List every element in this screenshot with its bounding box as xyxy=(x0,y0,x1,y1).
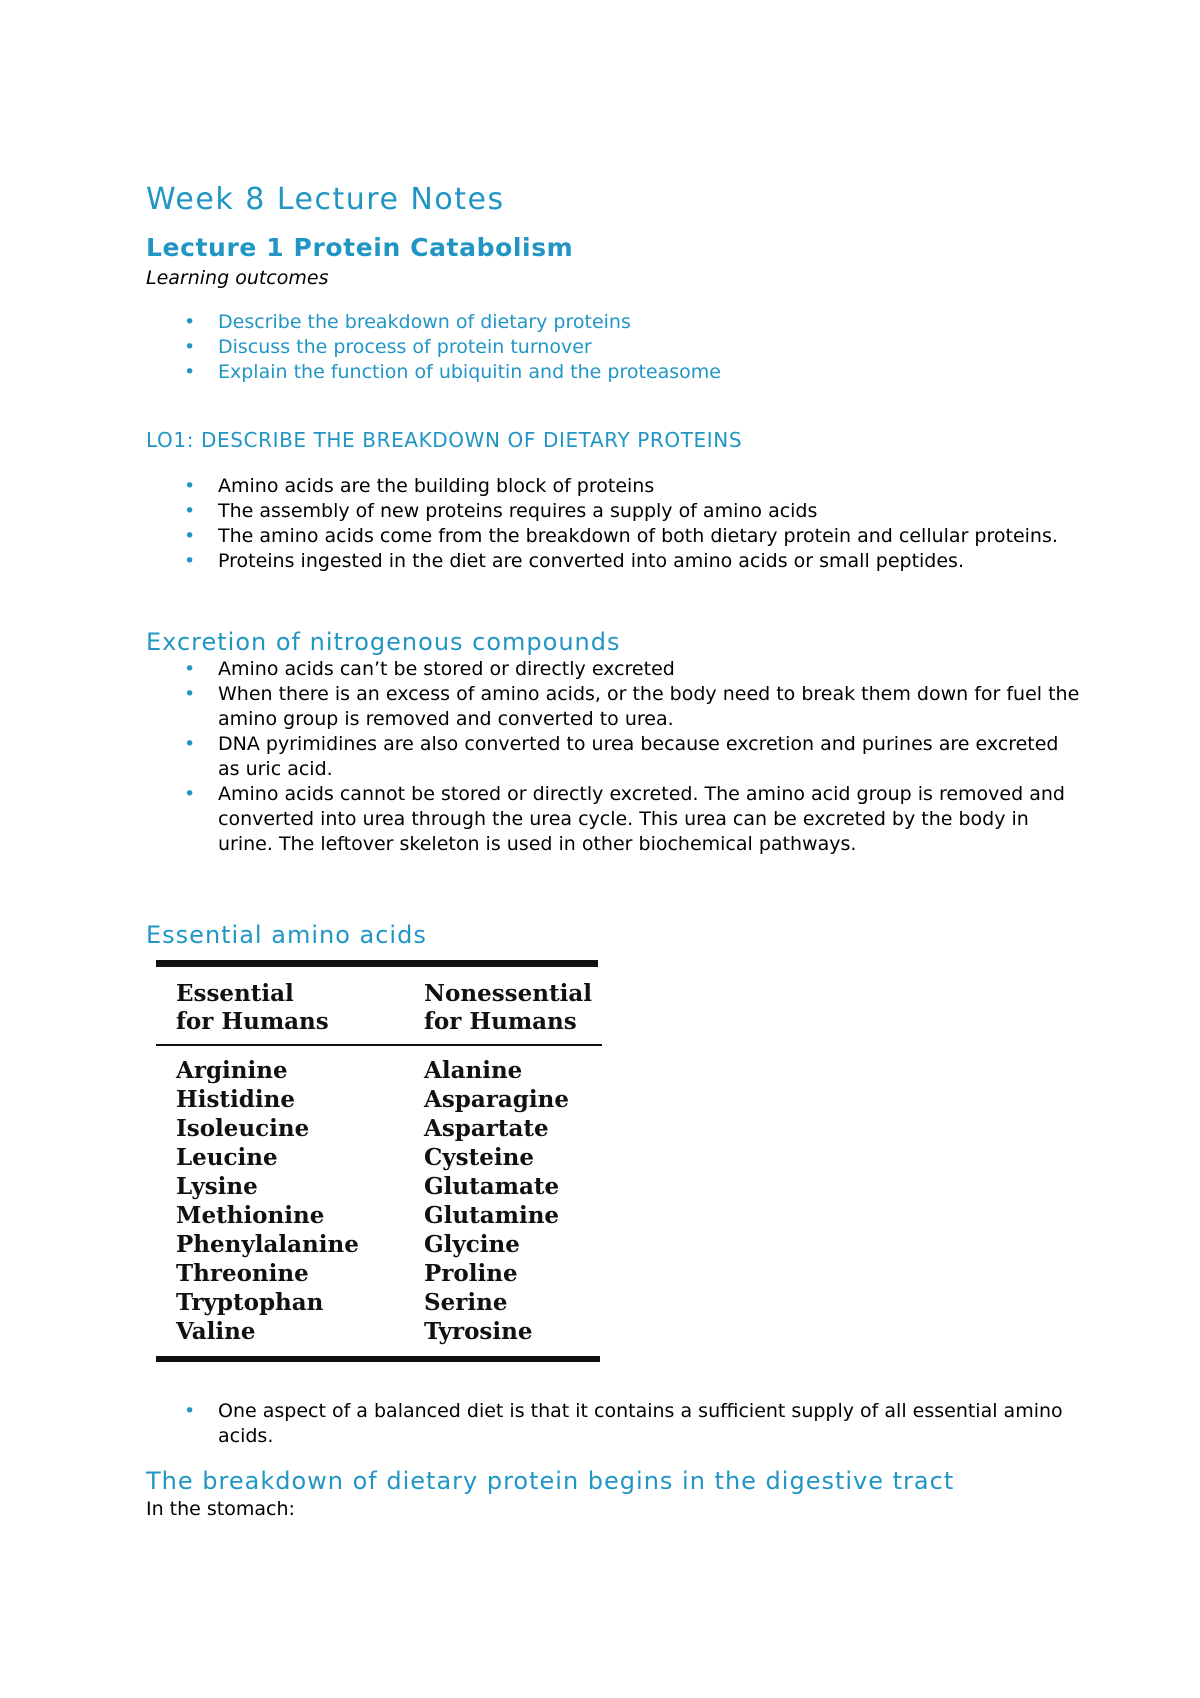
nonessential-column-header: Nonessential for Humans xyxy=(424,980,592,1035)
list-item: • Explain the function of ubiquitin and the proteasome xyxy=(184,361,721,383)
diet-list xyxy=(146,1399,1086,1449)
list-item: • When there is an excess of amino acids, or the body need to break them down for fuel the amino group is removed and converted to urea. xyxy=(184,683,1080,730)
table-cell: Asparagine xyxy=(424,1086,569,1113)
list-item: • Amino acids cannot be stored or directly excreted. The amino acid group is removed and converted into urea through the urea cycle. This urea can be excreted by the body in urine. The leftover skeleton is used in other biochemical pathways. xyxy=(184,783,1065,855)
table-cell: Glutamate xyxy=(424,1173,560,1200)
table-cell: Serine xyxy=(424,1289,508,1316)
table-cell: Leucine xyxy=(176,1144,278,1171)
list-item: • Amino acids can’t be stored or directly excreted xyxy=(184,658,675,680)
bullet-icon: • xyxy=(184,500,196,522)
bullet-icon: • xyxy=(184,683,196,705)
essential-column-header: Essential for Humans xyxy=(176,980,329,1035)
breakdown-heading: The breakdown of dietary protein begins in the digestive tract xyxy=(146,1467,955,1495)
table-cell: Arginine xyxy=(176,1057,288,1084)
table-cell: Histidine xyxy=(176,1086,295,1113)
table-cell: Isoleucine xyxy=(176,1115,310,1142)
table-cell: Tyrosine xyxy=(424,1318,533,1345)
stomach-text: In the stomach: xyxy=(146,1498,295,1520)
document-title: Week 8 Lecture Notes xyxy=(146,182,505,217)
list-item: • DNA pyrimidines are also converted to urea because excretion and purines are excreted as uric acid. xyxy=(184,733,1059,780)
bullet-icon: • xyxy=(184,311,196,333)
list-item: • Describe the breakdown of dietary proteins xyxy=(184,311,631,333)
list-item: • Amino acids are the building block of proteins xyxy=(184,475,655,497)
table-cell: Glutamine xyxy=(424,1202,560,1229)
bullet-icon: • xyxy=(184,783,196,805)
table-bottom-rule xyxy=(156,1356,600,1362)
lo1-heading: LO1: DESCRIBE THE BREAKDOWN OF DIETARY PROTEINS xyxy=(146,428,743,452)
table-cell: Proline xyxy=(424,1260,518,1287)
table-header-rule xyxy=(156,1044,602,1046)
outcomes-list xyxy=(146,310,1086,385)
bullet-icon: • xyxy=(184,361,196,383)
list-item: • Discuss the process of protein turnover xyxy=(184,336,592,358)
bullet-icon: • xyxy=(184,733,196,755)
list-item: • The assembly of new proteins requires a supply of amino acids xyxy=(184,500,818,522)
bullet-icon: • xyxy=(184,1400,196,1422)
table-cell: Glycine xyxy=(424,1231,520,1258)
table-cell: Phenylalanine xyxy=(176,1231,359,1258)
table-cell: Lysine xyxy=(176,1173,258,1200)
table-cell: Aspartate xyxy=(424,1115,549,1142)
table-cell: Cysteine xyxy=(424,1144,534,1171)
excretion-list xyxy=(146,657,1086,857)
bullet-icon: • xyxy=(184,525,196,547)
table-cell: Methionine xyxy=(176,1202,325,1229)
table-cell: Alanine xyxy=(424,1057,523,1084)
nonessential-column xyxy=(424,1056,569,1346)
table-cell: Threonine xyxy=(176,1260,309,1287)
bullet-icon: • xyxy=(184,550,196,572)
lecture-title: Lecture 1 Protein Catabolism xyxy=(146,233,574,262)
list-item: • The amino acids come from the breakdown of both dietary protein and cellular proteins. xyxy=(184,525,1058,547)
learning-outcomes-label: Learning outcomes xyxy=(146,267,329,289)
essential-column xyxy=(176,1056,359,1346)
list-item: • One aspect of a balanced diet is that it contains a sufficient supply of all essential amino acids. xyxy=(184,1400,1063,1447)
lo1-list xyxy=(146,474,1086,574)
excretion-heading: Excretion of nitrogenous compounds xyxy=(146,628,621,656)
table-cell: Tryptophan xyxy=(176,1289,324,1316)
table-top-rule xyxy=(156,960,598,967)
bullet-icon: • xyxy=(184,336,196,358)
essential-heading: Essential amino acids xyxy=(146,921,427,949)
list-item: • Proteins ingested in the diet are converted into amino acids or small peptides. xyxy=(184,550,965,572)
table-cell: Valine xyxy=(176,1318,256,1345)
bullet-icon: • xyxy=(184,658,196,680)
bullet-icon: • xyxy=(184,475,196,497)
